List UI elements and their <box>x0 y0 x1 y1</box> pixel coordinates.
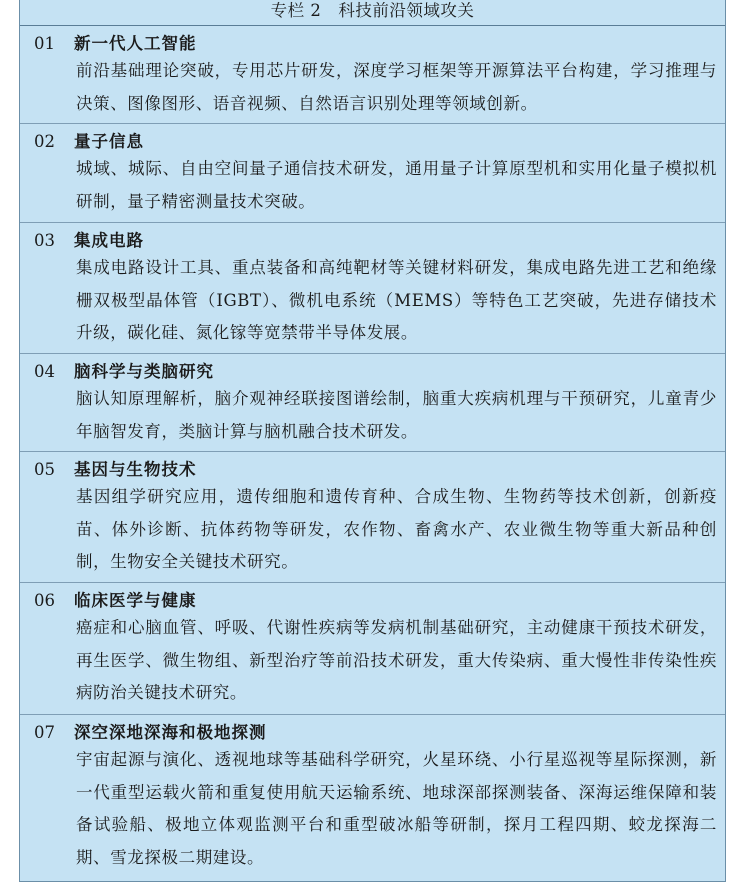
section-number: 04 <box>34 362 55 381</box>
section-title: 量子信息 <box>74 132 144 151</box>
section-heading <box>34 229 144 253</box>
section-heading <box>34 589 197 613</box>
section-01 <box>20 26 725 124</box>
section-text: 前沿基础理论突破，专用芯片研发，深度学习框架等开源算法平台构建，学习推理与决策、图像图形、语音视频、自然语言识别处理等领域创新。 <box>76 61 717 113</box>
section-heading <box>34 32 197 56</box>
column-title: 专栏 2 科技前沿领域攻关 <box>20 0 725 26</box>
section-title: 基因与生物技术 <box>74 460 197 479</box>
section-heading <box>34 721 267 745</box>
column-box <box>19 0 726 882</box>
section-title: 深空深地深海和极地探测 <box>74 723 267 742</box>
section-text: 癌症和心脑血管、呼吸、代谢性疾病等发病机制基础研究，主动健康干预技术研发，再生医学、微生物组、新型治疗等前沿技术研发，重大传染病、重大慢性非传染性疾病防治关键技术研究。 <box>76 618 717 702</box>
section-heading <box>34 458 197 482</box>
section-02 <box>20 124 725 223</box>
section-title: 脑科学与类脑研究 <box>74 362 214 381</box>
section-title: 临床医学与健康 <box>74 591 197 610</box>
section-text: 脑认知原理解析，脑介观神经联接图谱绘制，脑重大疾病机理与干预研究，儿童青少年脑智发育，类脑计算与脑机融合技术研发。 <box>76 389 717 441</box>
section-04 <box>20 354 725 452</box>
section-number: 03 <box>34 231 55 250</box>
section-text: 城域、城际、自由空间量子通信技术研发，通用量子计算原型机和实用化量子模拟机研制，量子精密测量技术突破。 <box>76 159 717 211</box>
section-07 <box>20 715 725 882</box>
section-title: 新一代人工智能 <box>74 34 197 53</box>
section-text: 集成电路设计工具、重点装备和高纯靶材等关键材料研发，集成电路先进工艺和绝缘栅双极型晶体管（IGBT）、微机电系统（MEMS）等特色工艺突破，先进存储技术升级，碳化硅、氮化镓等宽禁带半导体发展。 <box>76 258 717 342</box>
section-06 <box>20 583 725 715</box>
section-05 <box>20 452 725 583</box>
section-number: 06 <box>34 591 55 610</box>
section-number: 01 <box>34 34 55 53</box>
section-number: 07 <box>34 723 55 742</box>
section-text: 宇宙起源与演化、透视地球等基础科学研究，火星环绕、小行星巡视等星际探测，新一代重型运载火箭和重复使用航天运输系统、地球深部探测装备、深海运维保障和装备试验船、极地立体观监测平台和重型破冰船等研制，探月工程四期、蛟龙探海二期、雪龙探极二期建设。 <box>76 750 717 867</box>
section-03 <box>20 223 725 354</box>
section-number: 02 <box>34 132 55 151</box>
section-heading <box>34 130 144 154</box>
section-text: 基因组学研究应用，遗传细胞和遗传育种、合成生物、生物药等技术创新，创新疫苗、体外诊断、抗体药物等研发，农作物、畜禽水产、农业微生物等重大新品种创制，生物安全关键技术研究。 <box>76 487 717 571</box>
section-number: 05 <box>34 460 55 479</box>
section-heading <box>34 360 214 384</box>
section-title: 集成电路 <box>74 231 144 250</box>
